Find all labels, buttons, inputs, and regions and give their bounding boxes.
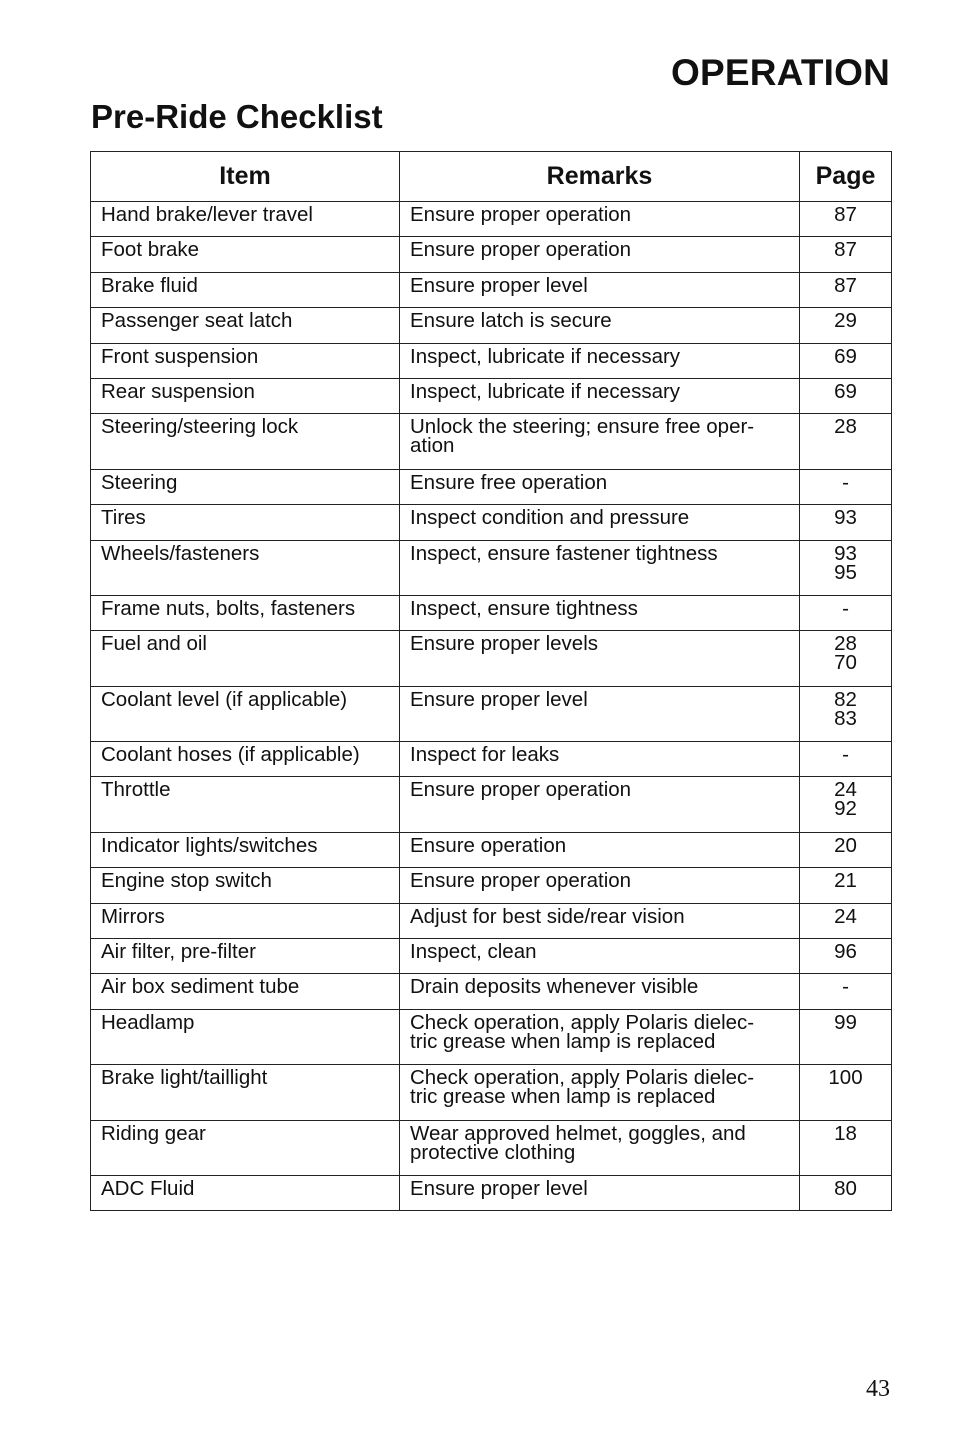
item-cell: Riding gear bbox=[91, 1120, 400, 1175]
pre-ride-checklist-table bbox=[90, 151, 892, 1211]
page-reference: 28 bbox=[834, 415, 857, 439]
remarks-cell: Ensure proper levels bbox=[400, 631, 800, 686]
remarks-cell: Ensure operation bbox=[400, 832, 800, 867]
page-reference: 95 bbox=[834, 560, 857, 584]
page-cell bbox=[800, 832, 892, 867]
page-cell bbox=[800, 974, 892, 1009]
table-row bbox=[91, 272, 892, 307]
page-cell bbox=[800, 237, 892, 272]
page-cell bbox=[800, 414, 892, 469]
table-row bbox=[91, 1009, 892, 1064]
table-header bbox=[91, 152, 892, 202]
page-reference: 69 bbox=[834, 344, 857, 368]
page-reference: 83 bbox=[834, 706, 857, 730]
page-cell bbox=[800, 742, 892, 777]
page-reference: 69 bbox=[834, 379, 857, 403]
table-row bbox=[91, 742, 892, 777]
item-cell: Wheels/fasteners bbox=[91, 540, 400, 595]
page-reference: 87 bbox=[834, 203, 857, 226]
page-cell bbox=[800, 469, 892, 504]
page-cell bbox=[800, 1009, 892, 1064]
remarks-cell: Inspect, clean bbox=[400, 939, 800, 974]
page-reference: - bbox=[842, 596, 849, 620]
page-number: 43 bbox=[866, 1376, 890, 1402]
page-cell bbox=[800, 595, 892, 630]
table-row bbox=[91, 686, 892, 741]
remarks-cell: Inspect condition and pressure bbox=[400, 505, 800, 540]
table-row bbox=[91, 343, 892, 378]
page-cell bbox=[800, 1120, 892, 1175]
remarks-cell: Ensure proper operation bbox=[400, 237, 800, 272]
page-reference: 99 bbox=[834, 1010, 857, 1034]
page-cell bbox=[800, 631, 892, 686]
remarks-cell: Check operation, apply Polaris dielec- tric grease when lamp is replaced bbox=[400, 1009, 800, 1064]
item-cell: Tires bbox=[91, 505, 400, 540]
page-title: Pre-Ride Checklist bbox=[91, 98, 383, 135]
item-cell: Foot brake bbox=[91, 237, 400, 272]
item-cell: Mirrors bbox=[91, 903, 400, 938]
remarks-cell: Inspect, lubricate if necessary bbox=[400, 343, 800, 378]
page-cell bbox=[800, 202, 892, 237]
page-reference: - bbox=[842, 975, 849, 999]
item-cell: Coolant hoses (if applicable) bbox=[91, 742, 400, 777]
item-cell: Steering bbox=[91, 469, 400, 504]
table-body bbox=[91, 202, 892, 1211]
item-cell: Fuel and oil bbox=[91, 631, 400, 686]
table-row bbox=[91, 631, 892, 686]
table-row bbox=[91, 469, 892, 504]
remarks-cell: Drain deposits whenever visible bbox=[400, 974, 800, 1009]
section-title: OPERATION bbox=[670, 52, 890, 93]
remarks-cell: Ensure proper level bbox=[400, 272, 800, 307]
table-row bbox=[91, 777, 892, 832]
column-header-item: Item bbox=[91, 152, 400, 202]
table-row bbox=[91, 505, 892, 540]
item-cell: Engine stop switch bbox=[91, 868, 400, 903]
table-row bbox=[91, 237, 892, 272]
remarks-cell: Unlock the steering; ensure free oper- ation bbox=[400, 414, 800, 469]
page-reference: 24 bbox=[834, 778, 857, 802]
page-cell bbox=[800, 868, 892, 903]
remarks-cell: Ensure proper operation bbox=[400, 202, 800, 237]
page-reference: 80 bbox=[834, 1176, 857, 1200]
page-cell bbox=[800, 308, 892, 343]
page-reference: 82 bbox=[834, 687, 857, 711]
item-cell: ADC Fluid bbox=[91, 1175, 400, 1210]
item-cell: Brake fluid bbox=[91, 272, 400, 307]
page-reference: 93 bbox=[834, 506, 857, 530]
page-reference: 87 bbox=[834, 238, 857, 262]
remarks-cell: Ensure free operation bbox=[400, 469, 800, 504]
page-reference: 28 bbox=[834, 632, 857, 656]
item-cell: Air filter, pre-filter bbox=[91, 939, 400, 974]
table-row bbox=[91, 868, 892, 903]
remarks-cell: Wear approved helmet, goggles, and protective clothing bbox=[400, 1120, 800, 1175]
item-cell: Headlamp bbox=[91, 1009, 400, 1064]
item-cell: Hand brake/lever travel bbox=[91, 202, 400, 237]
item-cell: Frame nuts, bolts, fasteners bbox=[91, 595, 400, 630]
table-row bbox=[91, 1175, 892, 1210]
page-reference: 21 bbox=[834, 869, 857, 893]
page-reference: 87 bbox=[834, 273, 857, 297]
table-row bbox=[91, 939, 892, 974]
page-cell bbox=[800, 505, 892, 540]
column-header-remarks: Remarks bbox=[400, 152, 800, 202]
table-row bbox=[91, 903, 892, 938]
page-cell bbox=[800, 903, 892, 938]
page-reference: - bbox=[842, 743, 849, 767]
page-reference: 92 bbox=[834, 797, 857, 821]
table-row bbox=[91, 974, 892, 1009]
table-row bbox=[91, 202, 892, 237]
table-row bbox=[91, 1120, 892, 1175]
remarks-cell: Adjust for best side/rear vision bbox=[400, 903, 800, 938]
table-row bbox=[91, 540, 892, 595]
item-cell: Coolant level (if applicable) bbox=[91, 686, 400, 741]
remarks-cell: Inspect for leaks bbox=[400, 742, 800, 777]
table-row bbox=[91, 1065, 892, 1120]
item-cell: Passenger seat latch bbox=[91, 308, 400, 343]
header-row bbox=[91, 152, 892, 202]
page-reference: 70 bbox=[834, 651, 857, 675]
remarks-cell: Inspect, ensure fastener tightness bbox=[400, 540, 800, 595]
remarks-cell: Check operation, apply Polaris dielec- tric grease when lamp is replaced bbox=[400, 1065, 800, 1120]
page-cell bbox=[800, 343, 892, 378]
page-reference: 18 bbox=[834, 1121, 857, 1145]
table-row bbox=[91, 832, 892, 867]
page-reference: 24 bbox=[834, 904, 857, 928]
page-reference: - bbox=[842, 470, 849, 494]
page-reference: 29 bbox=[834, 309, 857, 333]
item-cell: Indicator lights/switches bbox=[91, 832, 400, 867]
item-cell: Steering/steering lock bbox=[91, 414, 400, 469]
remarks-cell: Ensure proper level bbox=[400, 1175, 800, 1210]
item-cell: Throttle bbox=[91, 777, 400, 832]
table-row bbox=[91, 414, 892, 469]
item-cell: Brake light/taillight bbox=[91, 1065, 400, 1120]
item-cell: Rear suspension bbox=[91, 378, 400, 413]
remarks-cell: Ensure proper operation bbox=[400, 777, 800, 832]
table-row bbox=[91, 308, 892, 343]
remarks-cell: Inspect, ensure tightness bbox=[400, 595, 800, 630]
remarks-cell: Ensure proper level bbox=[400, 686, 800, 741]
item-cell: Front suspension bbox=[91, 343, 400, 378]
page-cell bbox=[800, 272, 892, 307]
table-row bbox=[91, 595, 892, 630]
page-reference: 20 bbox=[834, 833, 857, 857]
page-cell bbox=[800, 777, 892, 832]
page-reference: 100 bbox=[828, 1066, 863, 1090]
remarks-cell: Ensure proper operation bbox=[400, 868, 800, 903]
item-cell: Air box sediment tube bbox=[91, 974, 400, 1009]
page-cell bbox=[800, 686, 892, 741]
page-cell bbox=[800, 378, 892, 413]
table-row bbox=[91, 378, 892, 413]
page-reference: 96 bbox=[834, 940, 857, 964]
page-reference: 93 bbox=[834, 541, 857, 565]
remarks-cell: Inspect, lubricate if necessary bbox=[400, 378, 800, 413]
page-cell bbox=[800, 1065, 892, 1120]
remarks-cell: Ensure latch is secure bbox=[400, 308, 800, 343]
column-header-page: Page bbox=[800, 152, 892, 202]
page-cell bbox=[800, 1175, 892, 1210]
page-cell bbox=[800, 939, 892, 974]
page-cell bbox=[800, 540, 892, 595]
